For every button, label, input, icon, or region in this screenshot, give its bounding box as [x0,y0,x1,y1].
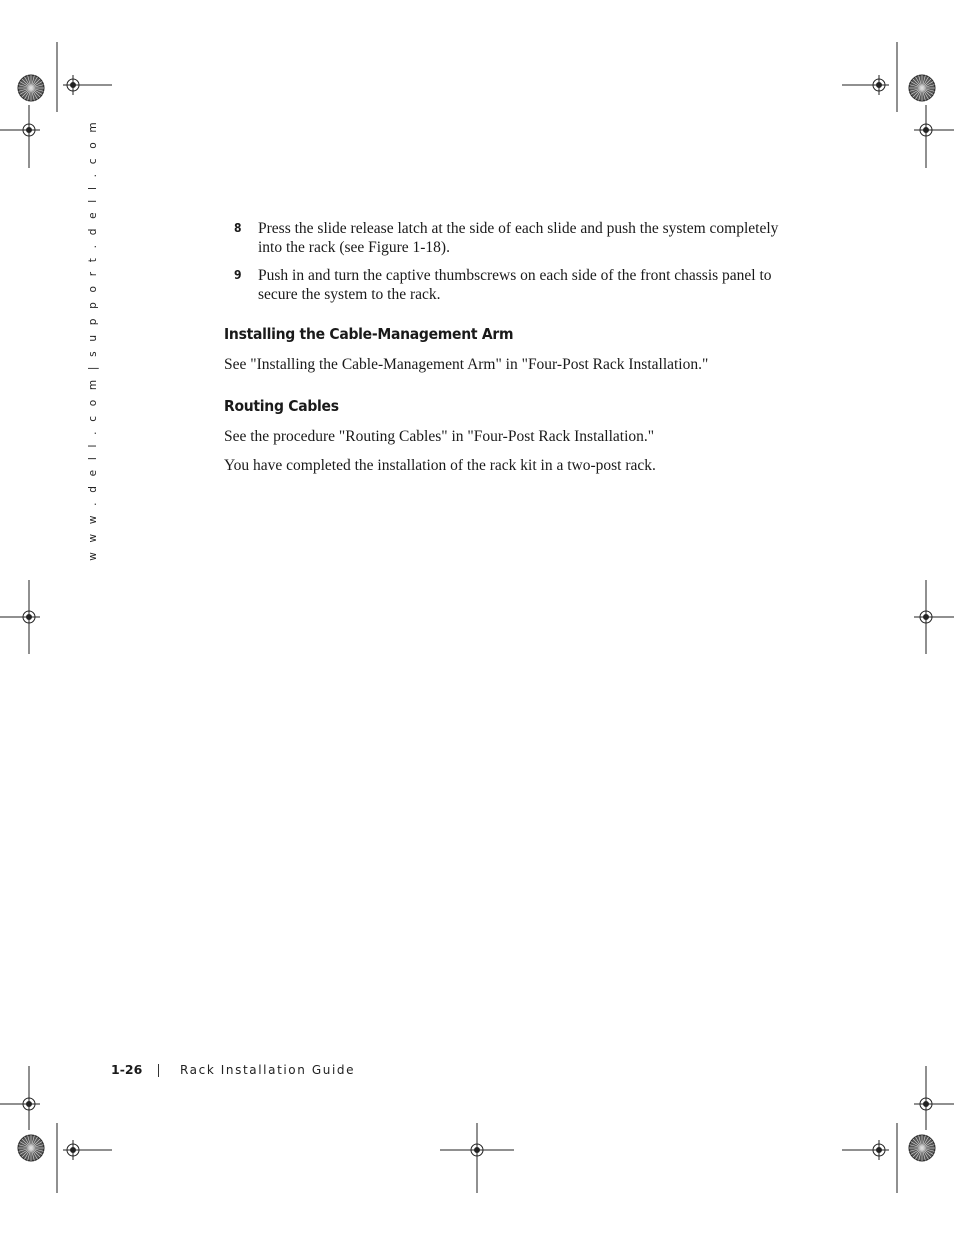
section-heading-cable-management-arm: Installing the Cable-Management Arm [224,325,514,343]
step-text: Push in and turn the captive thumbscrews on each side of the front chassis panel to secure the system to the rack. [258,267,772,303]
step-text: Press the slide release latch at the side of each slide and push the system completely into the rack (see Figure 1-18). [258,220,779,256]
section-paragraph: See the procedure "Routing Cables" in "Four-Post Rack Installation." [224,428,655,445]
step-number: 9 [234,268,242,282]
section-paragraph: See "Installing the Cable-Management Arm" in "Four-Post Rack Installation." [224,356,709,373]
footer-divider [158,1064,159,1077]
step-number: 8 [234,221,242,235]
page-number: 1-26 [111,1062,143,1077]
section-paragraph: You have completed the installation of the rack kit in a two-post rack. [224,457,656,474]
sidebar-url: w w w . d e l l . c o m | s u p p o r t . d e l l . c o m [87,119,99,561]
footer-title: Rack Installation Guide [180,1063,356,1077]
section-heading-routing-cables: Routing Cables [224,397,339,415]
